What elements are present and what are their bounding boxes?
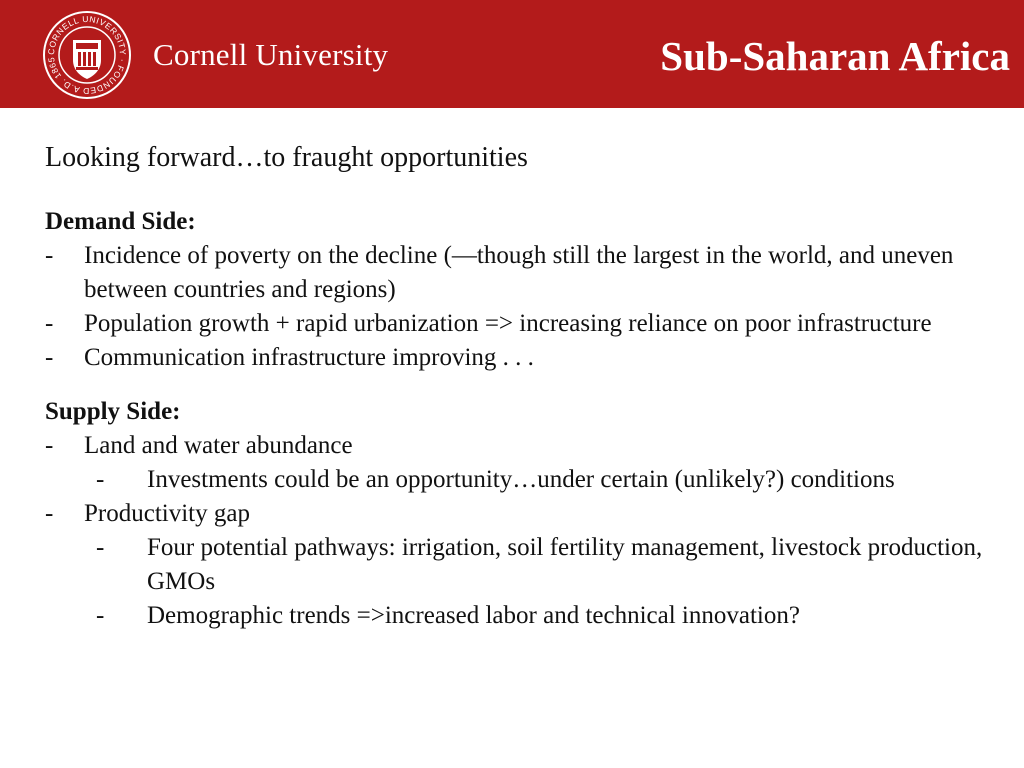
brand-name: Cornell University: [153, 37, 389, 72]
bullet-dash: -: [45, 310, 54, 337]
supply-subitem: [96, 531, 995, 599]
bullet-dash: -: [96, 534, 105, 561]
supply-subitem-text: Investments could be an opportunity…under certain (unlikely?) conditions: [147, 466, 895, 493]
demand-item-text: Population growth + rapid urbanization => increasing reliance on poor infrastructure: [84, 310, 932, 337]
slide-content: [45, 138, 995, 633]
demand-list: [45, 239, 995, 375]
supply-sublist: [84, 531, 995, 633]
supply-subitem: [96, 463, 995, 497]
header-bar: [0, 0, 1024, 108]
seal-ring-text: CORNELL UNIVERSITY · FOUNDED A.D. 1865: [45, 13, 129, 97]
bullet-dash: -: [45, 344, 54, 371]
supply-sublist: [84, 463, 995, 497]
demand-item-text: Communication infrastructure improving . . .: [84, 344, 534, 371]
bullet-dash: -: [96, 466, 105, 493]
seal-shield: [73, 40, 101, 79]
demand-item: [45, 239, 995, 307]
supply-item: [45, 497, 995, 531]
supply-subitem-text: Four potential pathways: irrigation, soil fertility management, livestock production, GMOs: [147, 534, 983, 595]
bullet-dash: -: [45, 242, 54, 269]
section-spacer: [45, 375, 995, 395]
demand-item-text: Incidence of poverty on the decline (—though still the largest in the world, and uneven between countries and regions): [84, 242, 954, 303]
slide-subtitle: Looking forward…to fraught opportunities: [45, 142, 528, 173]
supply-subitem-text: Demographic trends =>increased labor and technical innovation?: [147, 602, 800, 629]
bullet-dash: -: [45, 432, 54, 459]
supply-subitem: [96, 599, 995, 633]
bullet-dash: -: [96, 602, 105, 629]
supply-sublist-wrapper: [45, 463, 995, 497]
supply-item: [45, 429, 995, 463]
supply-heading: Supply Side:: [45, 398, 181, 425]
demand-item: [45, 307, 995, 341]
demand-item: [45, 341, 995, 375]
supply-sublist-wrapper: [45, 531, 995, 633]
supply-item-text: Land and water abundance: [84, 432, 353, 459]
bullet-dash: -: [45, 500, 54, 527]
supply-item-text: Productivity gap: [84, 500, 250, 527]
supply-list: [45, 429, 995, 633]
cornell-seal-logo: [42, 10, 132, 100]
demand-heading: Demand Side:: [45, 208, 196, 235]
slide-title: Sub-Saharan Africa: [660, 33, 1010, 79]
